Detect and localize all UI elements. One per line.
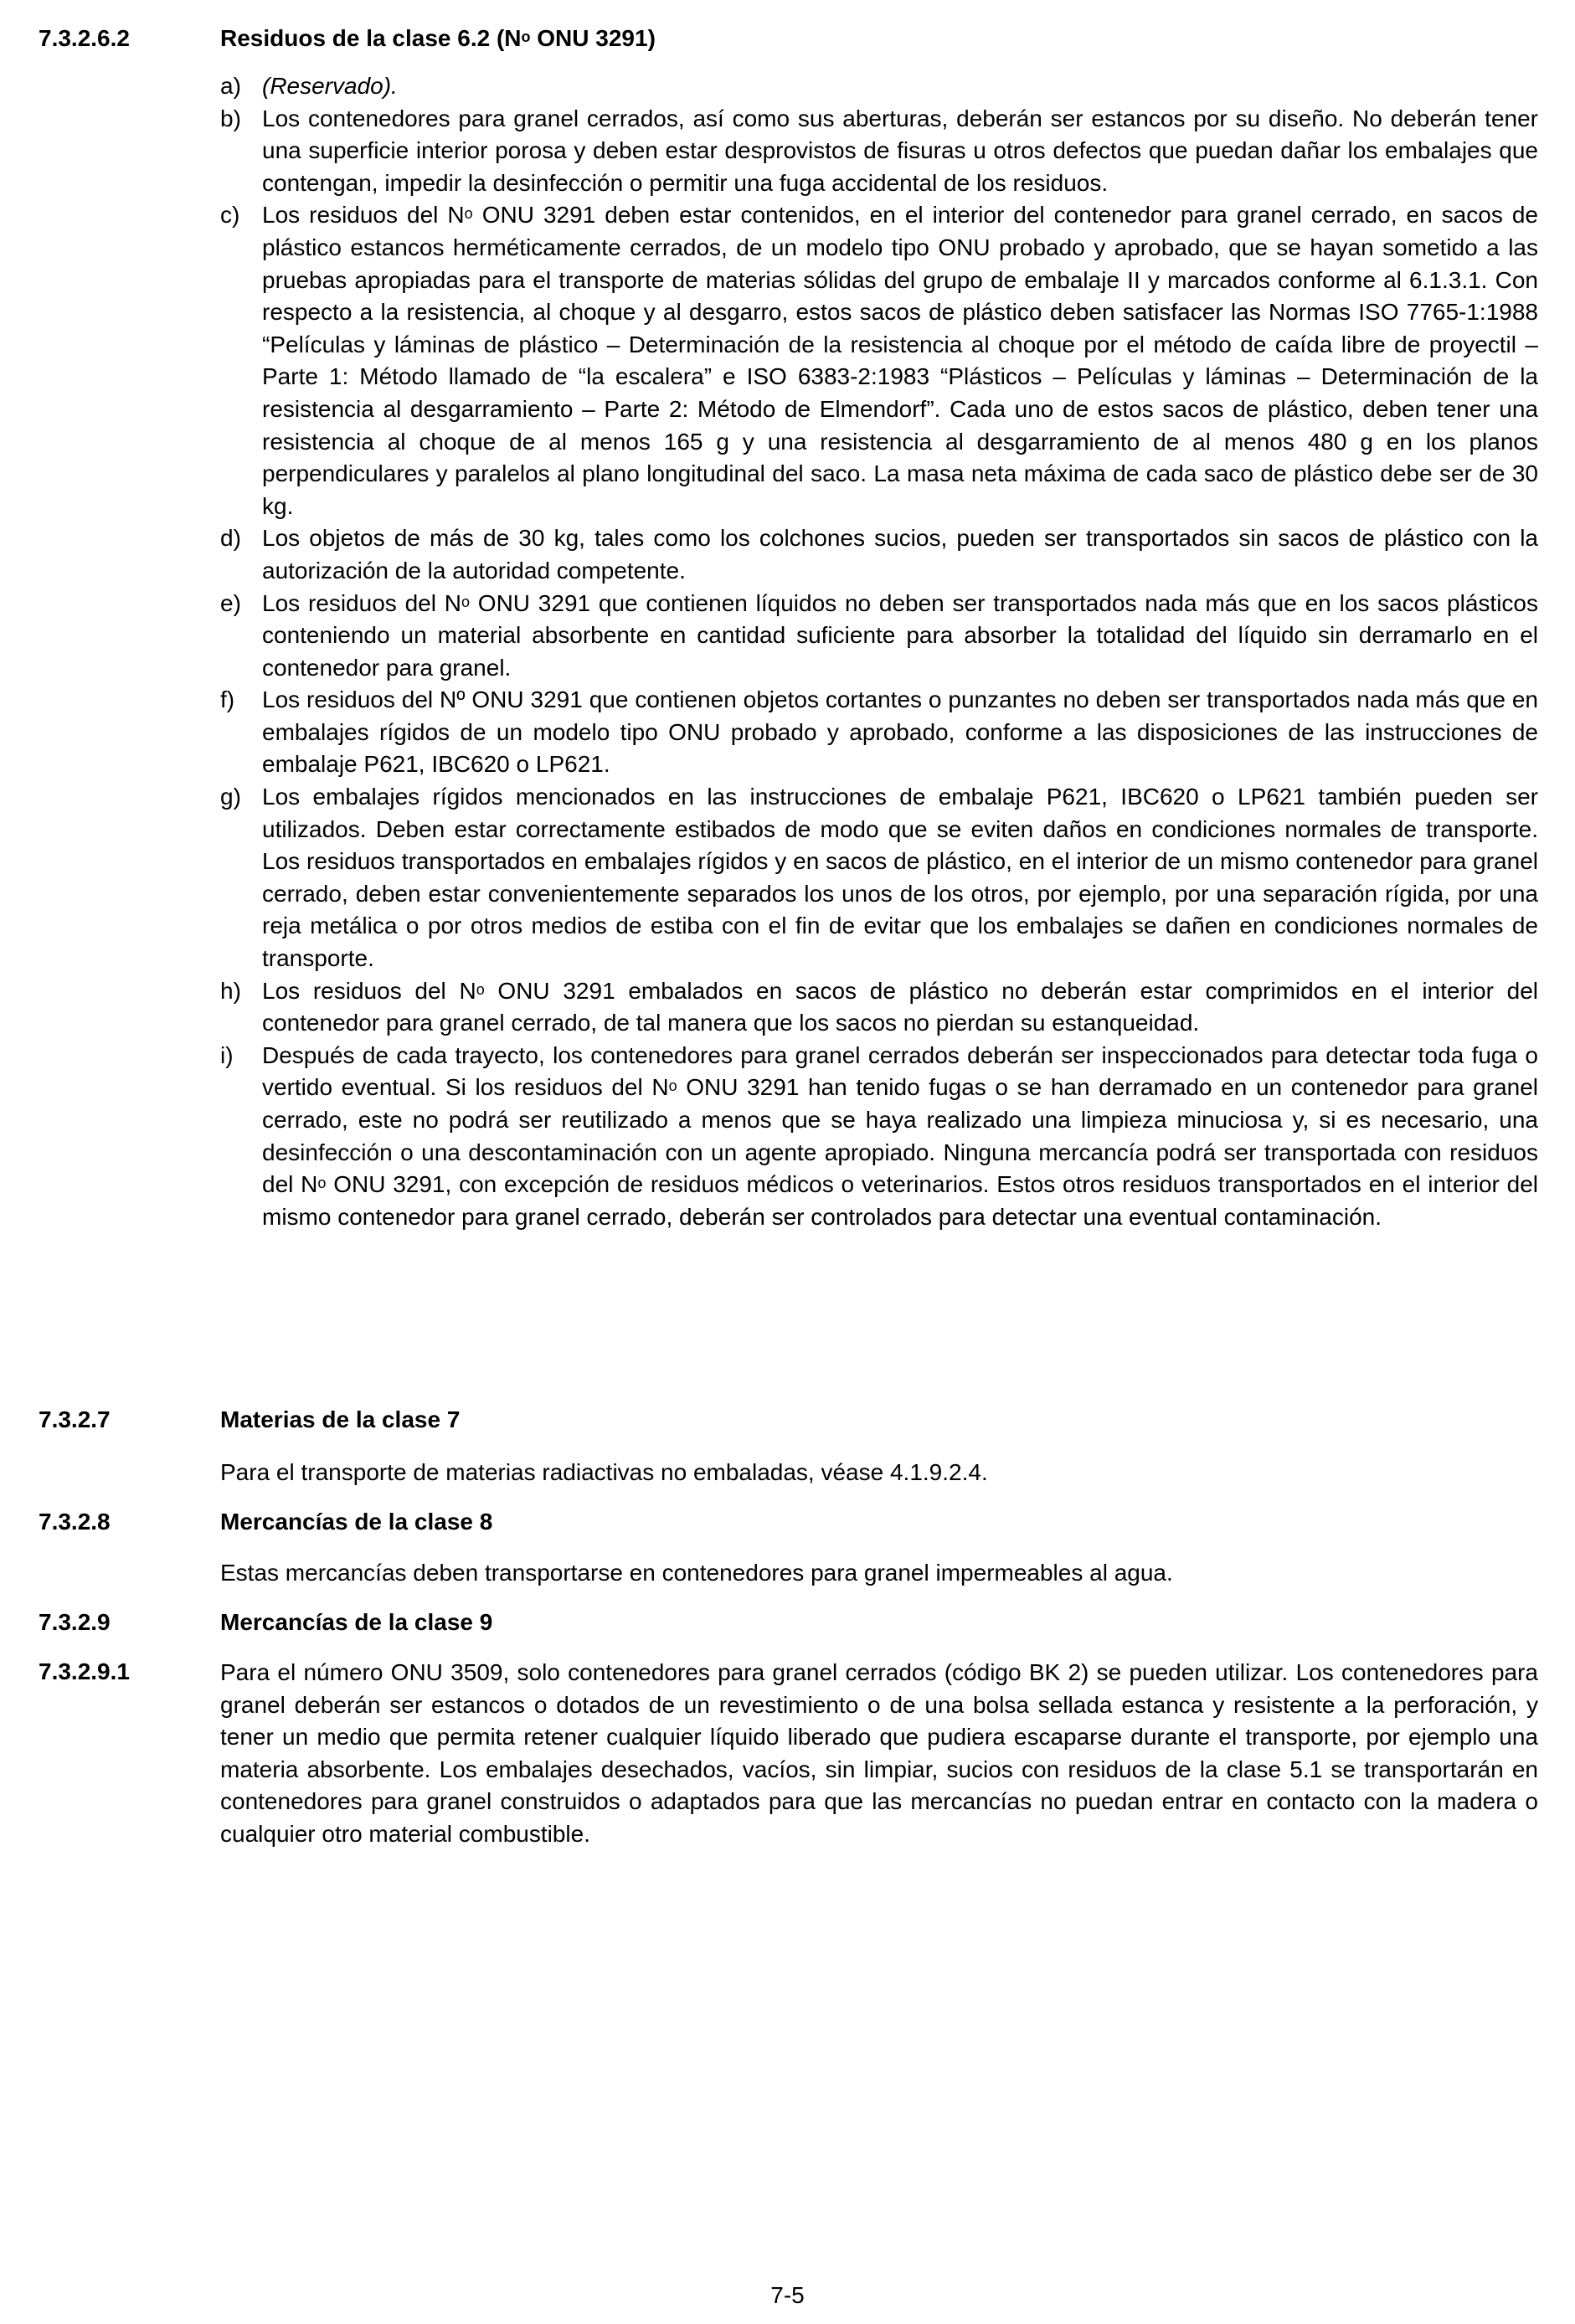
list-residuos-clase-6-2 — [220, 70, 1538, 1233]
list-item-text-cont: ONU 3291 han tenido fugas o se han derramado en un contenedor para granel cerrado, este no podrá ser reutilizado a menos que se haya realizado una limpieza minuciosa y, si es necesario, una desinfección o una descontaminación con un agente apropiado. Ninguna mercancía podrá ser transportada con residuos del N — [262, 1074, 1539, 1198]
list-item-f — [220, 684, 1538, 781]
list-item-a — [220, 70, 1538, 103]
superscript-o: o — [317, 1175, 327, 1192]
list-item-text: (Reservado). — [262, 73, 398, 99]
list-item-d — [220, 522, 1538, 587]
list-item-i — [220, 1040, 1538, 1234]
section-title-7-3-2-6-2 — [220, 23, 656, 54]
section-text-7-3-2-8: Estas mercancías deben transportarse en contenedores para granel impermeables al agua. — [220, 1560, 1173, 1586]
list-item-text: Los residuos del N — [262, 202, 465, 229]
list-item-letter: a) — [220, 73, 241, 99]
list-item-text: Después de cada trayecto, los contenedores para granel cerrados deberán ser inspeccionados para detectar toda fuga o vertido eventual. Si los residuos del N — [262, 1041, 1538, 1101]
list-item-text: Los residuos del N — [262, 589, 461, 616]
section-title-7-3-2-9: Mercancías de la clase 9 — [220, 1609, 493, 1635]
list-item-text: Los contenedores para granel cerrados, así como sus aberturas, deberán ser estancos por su diseño. No deberán tener una superficie interior porosa y deben estar desprovistos de fisuras u otros defectos que puedan dañar los embalajes que contengan, impedir la desinfección o permitir una fuga accidental de los residuos. — [262, 105, 1538, 196]
superscript-o: o — [521, 28, 531, 45]
section-number-7-3-2-9-1: 7.3.2.9.1 — [39, 1658, 130, 1684]
list-item-b — [220, 103, 1538, 200]
list-item-text: Los objetos de más de 30 kg, tales como los colchones sucios, pueden ser transportados sin sacos de plástico con la autorización de la autoridad competente. — [262, 525, 1538, 584]
list-item-letter: h) — [220, 977, 241, 1004]
section-number-7-3-2-8: 7.3.2.8 — [39, 1509, 111, 1535]
list-item-letter: e) — [220, 589, 241, 616]
list-item-letter: f) — [220, 686, 235, 713]
list-item-letter: i) — [220, 1041, 234, 1068]
list-item-text-cont: ONU 3291 embalados en sacos de plástico no deberán estar comprimidos en el interior del contenedor para granel cerrado, de tal manera que los sacos no pierdan su estanqueidad. — [262, 977, 1538, 1036]
list-item-letter: b) — [220, 105, 241, 131]
section-title-part-2: ONU 3291) — [530, 25, 656, 51]
list-item-letter: g) — [220, 784, 241, 810]
list-item-g — [220, 781, 1538, 975]
section-number-7-3-2-9: 7.3.2.9 — [39, 1609, 111, 1635]
list-item-e — [220, 588, 1538, 685]
list-item-text: Los embalajes rígidos mencionados en las instrucciones de embalaje P621, IBC620 o LP621 también pueden ser utilizados. Deben estar correctamente estibados de modo que se eviten daños en condiciones normales de transporte. Los residuos transportados en embalajes rígidos y en sacos de plástico, en el interior de un mismo contenedor para granel cerrado, deben estar convenientemente separados los unos de los otros, por ejemplo, por una separación rígida, por una reja metálica o por otros medios de estiba con el fin de evitar que los embalajes se dañen en condiciones normales de transporte. — [262, 784, 1538, 972]
list-item-letter: d) — [220, 525, 241, 552]
list-item-text: Los residuos del Nº ONU 3291 que contienen objetos cortantes o punzantes no deben ser transportados nada más que en embalajes rígidos de un modelo tipo ONU probado y aprobado, conforme a las disposiciones de las instrucciones de embalaje P621, IBC620 o LP621. — [262, 686, 1538, 778]
superscript-o: o — [464, 205, 473, 223]
superscript-o: o — [461, 593, 470, 610]
list-item-text-cont: ONU 3291, con excepción de residuos médicos o veterinarios. Estos otros residuos transportados en el interior del mismo contenedor para granel cerrado, deberán ser controlados para detectar una eventual contaminación. — [262, 1171, 1538, 1230]
page-number: 7-5 — [770, 2282, 805, 2308]
list-item-letter: c) — [220, 202, 240, 229]
section-title-part-1: Residuos de la clase 6.2 (N — [220, 25, 522, 51]
list-item-text-cont: ONU 3291 deben estar contenidos, en el interior del contenedor para granel cerrado, en sacos de plástico estancos herméticamente cerrados, de un modelo tipo ONU probado y aprobado, que se hayan sometido a las pruebas apropiadas para el transporte de materias sólidas del grupo de embalaje II y marcados conforme al 6.1.3.1. Con respecto a la resistencia, al choque y al desgarro, estos sacos de plástico deben satisfacer las Normas ISO 7765-1:1988 “Películas y láminas de plástico – Determinación de la resistencia al choque por el método de caída libre de proyectil – Parte 1: Método llamado de “la escalera” e ISO 6383-2:1983 “Plásticos – Películas y láminas – Determinación de la resistencia al desgarramiento – Parte 2: Método de Elmendorf”. Cada uno de estos sacos de plástico, deben tener una resistencia al choque de al menos 165 g y una resistencia al desgarramiento de al menos 480 g en los planos perpendiculares y paralelos al plano longitudinal del saco. La masa neta máxima de cada saco de plástico debe ser de 30 kg. — [262, 202, 1538, 519]
section-title-7-3-2-7: Materias de la clase 7 — [220, 1406, 461, 1432]
section-number-7-3-2-6-2: 7.3.2.6.2 — [39, 25, 130, 51]
list-item-text: Los residuos del N — [262, 977, 476, 1004]
list-item-c — [220, 199, 1538, 522]
section-text-7-3-2-7: Para el transporte de materias radiactivas no embaladas, véase 4.1.9.2.4. — [220, 1459, 988, 1485]
superscript-o: o — [668, 1077, 677, 1095]
section-number-7-3-2-7: 7.3.2.7 — [39, 1406, 111, 1432]
superscript-o: o — [476, 980, 485, 998]
section-title-7-3-2-8: Mercancías de la clase 8 — [220, 1509, 493, 1535]
list-item-h — [220, 975, 1538, 1040]
list-item-text-cont: ONU 3291 que contienen líquidos no deben ser transportados nada más que en los sacos plásticos conteniendo un material absorbente en cantidad suficiente para absorber la totalidad del líquido sin derramarlo en el contenedor para granel. — [262, 589, 1538, 681]
section-text-7-3-2-9-1: Para el número ONU 3509, solo contenedores para granel cerrados (código BK 2) se pueden utilizar. Los contenedores para granel deberán ser estancos o dotados de un revestimiento o de una bolsa sellada estanca y resistente a la perforación, y tener un medio que permita retener cualquier líquido liberado que pudiera escaparse durante el transporte, por ejemplo una materia absorbente. Los embalajes desechados, vacíos, sin limpiar, sucios con residuos de la clase 5.1 se transportarán en contenedores para granel construidos o adaptados para que las mercancías no puedan entrar en contacto con la madera o cualquier otro material combustible. — [220, 1659, 1538, 1847]
